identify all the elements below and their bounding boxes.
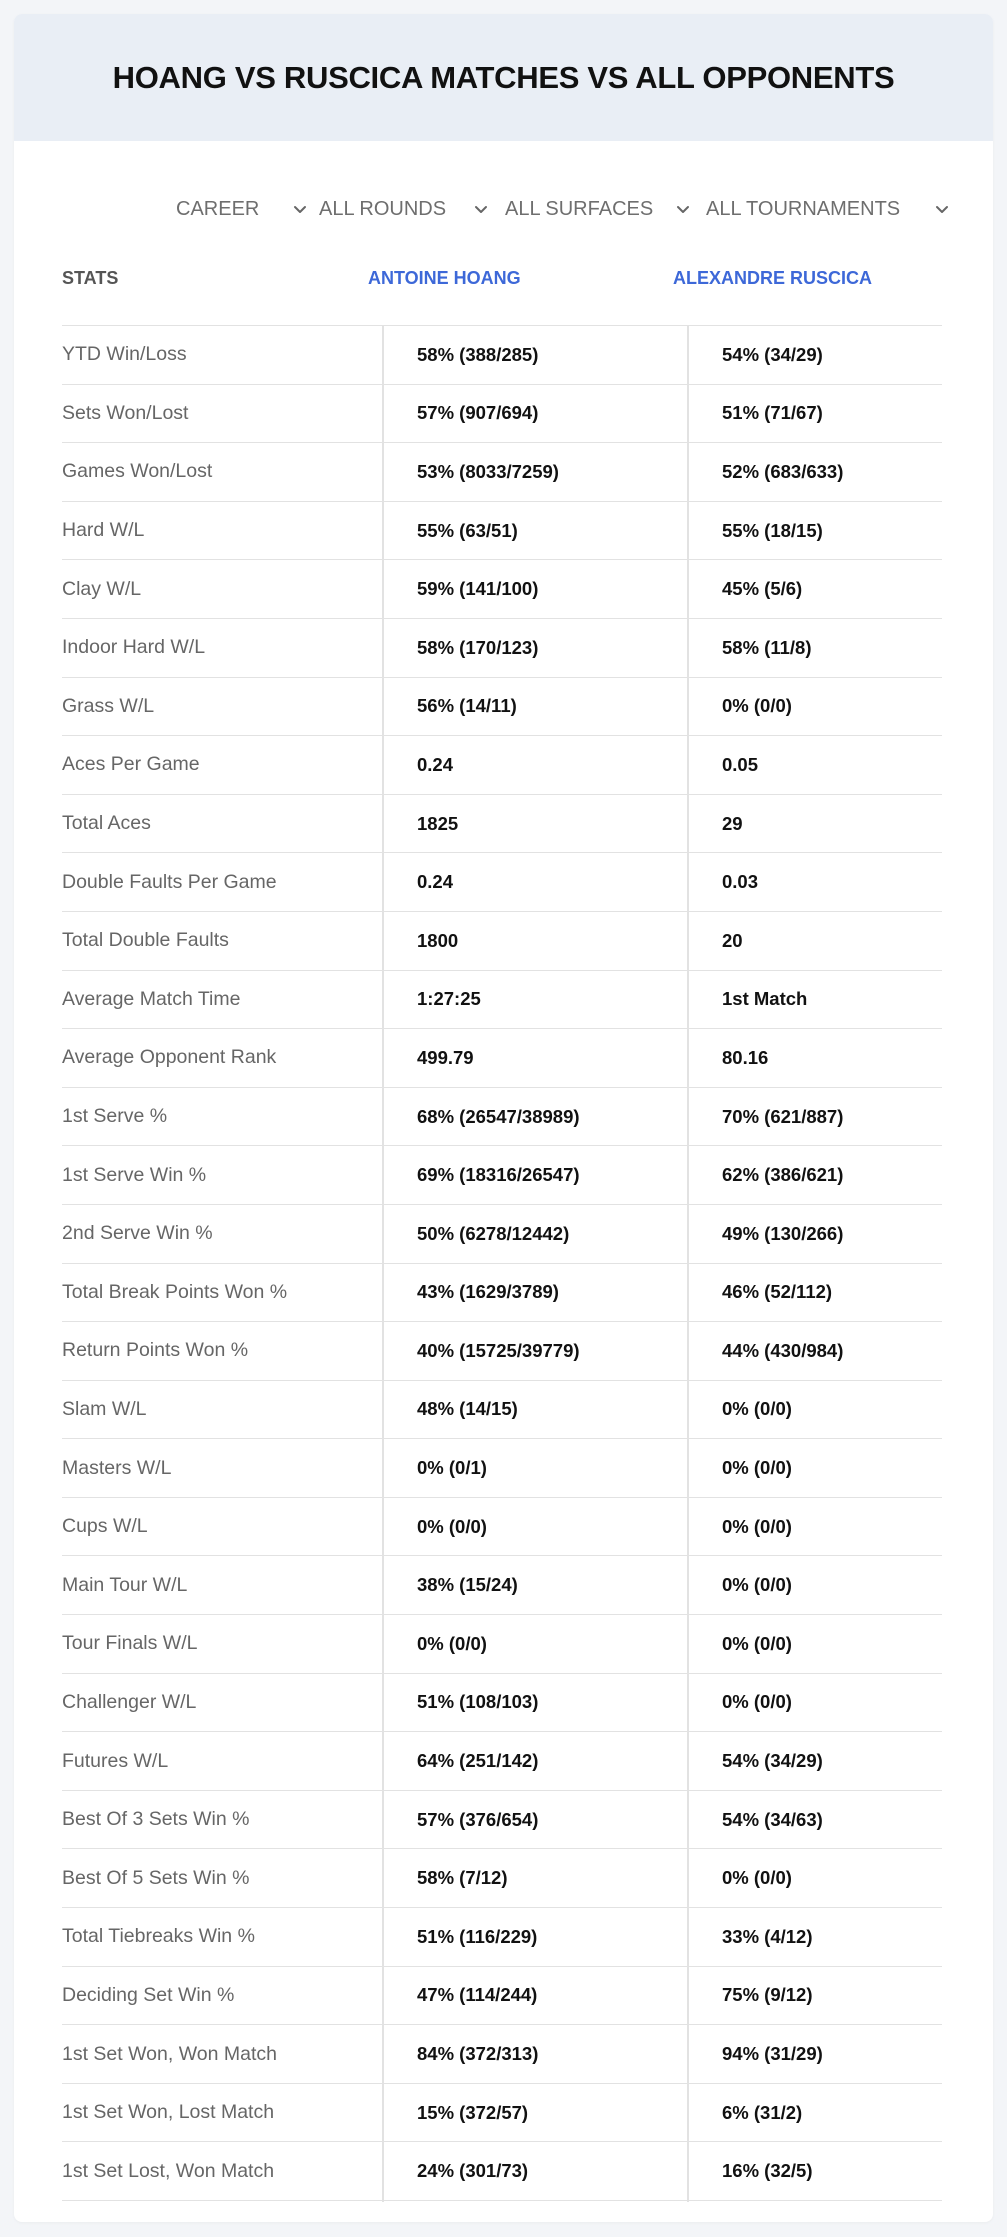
player2-value: 1st Match bbox=[722, 988, 808, 1010]
table-row bbox=[62, 443, 942, 502]
player2-value: 0% (0/0) bbox=[722, 1691, 792, 1713]
player1-value: 57% (376/654) bbox=[417, 1808, 539, 1830]
stat-label: Futures W/L bbox=[62, 1749, 169, 1772]
player1-value: 56% (14/11) bbox=[417, 695, 517, 717]
player1-value: 51% (116/229) bbox=[417, 1925, 538, 1947]
stat-label: Average Match Time bbox=[62, 987, 241, 1010]
player2-value: 0% (0/0) bbox=[722, 1632, 792, 1654]
table-row bbox=[62, 502, 942, 561]
table-row bbox=[62, 560, 942, 619]
table-row bbox=[62, 2025, 942, 2084]
table-row bbox=[62, 1322, 942, 1381]
player1-value: 68% (26547/38989) bbox=[417, 1105, 580, 1127]
player1-value: 0% (0/1) bbox=[417, 1457, 487, 1479]
stat-label: Total Break Points Won % bbox=[62, 1280, 288, 1303]
surfaces-filter-label: ALL SURFACES bbox=[505, 197, 654, 220]
player2-value: 0.03 bbox=[722, 871, 759, 893]
player1-value: 0.24 bbox=[417, 871, 454, 893]
player2-value: 16% (32/5) bbox=[722, 2160, 813, 2182]
stat-label: 1st Set Lost, Won Match bbox=[62, 2159, 275, 2182]
table-row bbox=[62, 1908, 942, 1967]
player2-value: 70% (621/887) bbox=[722, 1105, 844, 1127]
player1-value: 59% (141/100) bbox=[417, 578, 539, 600]
player1-value: 1800 bbox=[417, 929, 459, 951]
player2-value: 29 bbox=[722, 812, 743, 834]
stat-label: Grass W/L bbox=[62, 694, 155, 717]
player1-value: 84% (372/313) bbox=[417, 2043, 539, 2065]
player2-value: 62% (386/621) bbox=[722, 1164, 844, 1186]
career-filter-dropdown[interactable] bbox=[176, 189, 316, 229]
player1-value: 24% (301/73) bbox=[417, 2160, 529, 2182]
table-row bbox=[62, 1381, 942, 1440]
player1-value: 53% (8033/7259) bbox=[417, 460, 559, 482]
rounds-filter-dropdown[interactable] bbox=[319, 189, 499, 229]
player2-value: 6% (31/2) bbox=[722, 2101, 803, 2123]
player2-value: 45% (5/6) bbox=[722, 578, 803, 600]
stat-label: Clay W/L bbox=[62, 577, 142, 600]
stat-label: Games Won/Lost bbox=[62, 460, 213, 483]
player1-value: 1825 bbox=[417, 812, 459, 834]
stat-label: Main Tour W/L bbox=[62, 1573, 188, 1596]
stat-label: Cups W/L bbox=[62, 1515, 148, 1538]
table-row bbox=[62, 736, 942, 795]
table-row bbox=[62, 1791, 942, 1850]
stat-label: Indoor Hard W/L bbox=[62, 636, 206, 659]
player2-value: 55% (18/15) bbox=[722, 519, 823, 541]
card-header bbox=[14, 14, 993, 141]
table-row bbox=[62, 1556, 942, 1615]
table-row bbox=[62, 971, 942, 1030]
table-row bbox=[62, 795, 942, 854]
player1-value: 1:27:25 bbox=[417, 988, 481, 1010]
stat-label: 1st Set Won, Lost Match bbox=[62, 2101, 275, 2124]
table-row bbox=[62, 1615, 942, 1674]
player1-value: 64% (251/142) bbox=[417, 1750, 539, 1772]
stat-label: 1st Set Won, Won Match bbox=[62, 2042, 277, 2065]
chevron-down-icon bbox=[934, 201, 950, 217]
table-row bbox=[62, 1439, 942, 1498]
chevron-down-icon bbox=[292, 201, 308, 217]
table-row bbox=[62, 385, 942, 444]
table-row bbox=[62, 1674, 942, 1733]
player1-value: 15% (372/57) bbox=[417, 2101, 529, 2123]
player1-value: 40% (15725/39779) bbox=[417, 1339, 580, 1361]
chevron-down-icon bbox=[675, 201, 691, 217]
stat-label: 1st Serve Win % bbox=[62, 1163, 207, 1186]
player1-value: 55% (63/51) bbox=[417, 519, 518, 541]
player2-value: 0% (0/0) bbox=[722, 1515, 792, 1537]
table-header bbox=[62, 254, 942, 326]
player1-value: 58% (7/12) bbox=[417, 1867, 508, 1889]
player2-value: 80.16 bbox=[722, 1046, 769, 1068]
stats-card bbox=[14, 14, 993, 2222]
player2-value: 20 bbox=[722, 929, 743, 951]
tournaments-filter-dropdown[interactable] bbox=[706, 189, 956, 229]
stat-label: Average Opponent Rank bbox=[62, 1046, 277, 1069]
table-body bbox=[62, 326, 942, 2201]
player1-value: 0% (0/0) bbox=[417, 1632, 487, 1654]
player2-value: 52% (683/633) bbox=[722, 460, 844, 482]
player2-value: 49% (130/266) bbox=[722, 1222, 844, 1244]
player2-value: 0% (0/0) bbox=[722, 1398, 792, 1420]
table-row bbox=[62, 1732, 942, 1791]
stat-label: Hard W/L bbox=[62, 519, 145, 542]
player2-value: 0% (0/0) bbox=[722, 1867, 792, 1889]
page-title: HOANG VS RUSCICA MATCHES VS ALL OPPONENTS bbox=[112, 59, 895, 95]
player2-column-header[interactable]: ALEXANDRE RUSCICA bbox=[673, 268, 873, 288]
table-row bbox=[62, 1205, 942, 1264]
player2-value: 54% (34/29) bbox=[722, 343, 823, 365]
player2-value: 54% (34/29) bbox=[722, 1750, 823, 1772]
table-row bbox=[62, 1264, 942, 1323]
player2-value: 0% (0/0) bbox=[722, 1574, 792, 1596]
stat-label: Best Of 5 Sets Win % bbox=[62, 1866, 250, 1889]
chevron-down-icon bbox=[473, 201, 489, 217]
table-row bbox=[62, 2142, 942, 2201]
player2-value: 58% (11/8) bbox=[722, 636, 812, 658]
player2-value: 0% (0/0) bbox=[722, 1457, 792, 1479]
player1-value: 69% (18316/26547) bbox=[417, 1164, 580, 1186]
stats-table bbox=[62, 254, 942, 2201]
stat-label: Aces Per Game bbox=[62, 753, 200, 776]
player1-value: 57% (907/694) bbox=[417, 402, 539, 424]
player1-value: 43% (1629/3789) bbox=[417, 1281, 559, 1303]
player2-value: 51% (71/67) bbox=[722, 402, 823, 424]
stat-label: Double Faults Per Game bbox=[62, 870, 277, 893]
player2-value: 46% (52/112) bbox=[722, 1281, 833, 1303]
career-filter-label: CAREER bbox=[176, 197, 260, 220]
player1-value: 50% (6278/12442) bbox=[417, 1222, 570, 1244]
table-row bbox=[62, 1498, 942, 1557]
stat-label: Masters W/L bbox=[62, 1456, 172, 1479]
player1-value: 0% (0/0) bbox=[417, 1515, 487, 1537]
stat-label: Challenger W/L bbox=[62, 1690, 197, 1713]
stat-label: Total Tiebreaks Win % bbox=[62, 1925, 255, 1948]
table-row bbox=[62, 1088, 942, 1147]
filter-bar bbox=[14, 189, 993, 229]
player2-value: 94% (31/29) bbox=[722, 2043, 823, 2065]
rounds-filter-label: ALL ROUNDS bbox=[319, 197, 447, 220]
player1-value: 0.24 bbox=[417, 753, 454, 775]
table-row bbox=[62, 2084, 942, 2143]
table-row bbox=[62, 619, 942, 678]
player1-column-header[interactable]: ANTOINE HOANG bbox=[368, 268, 521, 288]
table-row bbox=[62, 1849, 942, 1908]
tournaments-filter-label: ALL TOURNAMENTS bbox=[706, 197, 901, 220]
stat-label: YTD Win/Loss bbox=[62, 343, 187, 366]
table-row bbox=[62, 678, 942, 737]
table-row bbox=[62, 326, 942, 385]
table-row bbox=[62, 912, 942, 971]
stat-label: Tour Finals W/L bbox=[62, 1632, 198, 1655]
stat-label: Deciding Set Win % bbox=[62, 1983, 235, 2006]
stat-label: Total Double Faults bbox=[62, 929, 229, 952]
stat-label: Total Aces bbox=[62, 812, 151, 835]
stat-label: Sets Won/Lost bbox=[62, 401, 189, 424]
player2-value: 0.05 bbox=[722, 753, 759, 775]
player1-value: 51% (108/103) bbox=[417, 1691, 539, 1713]
player1-value: 499.79 bbox=[417, 1046, 474, 1068]
player2-value: 44% (430/984) bbox=[722, 1339, 844, 1361]
stat-label: Return Points Won % bbox=[62, 1339, 249, 1362]
player1-value: 48% (14/15) bbox=[417, 1398, 518, 1420]
player1-value: 47% (114/244) bbox=[417, 1984, 538, 2006]
table-row bbox=[62, 853, 942, 912]
player1-value: 58% (388/285) bbox=[417, 343, 539, 365]
stat-label: 1st Serve % bbox=[62, 1105, 168, 1128]
player2-value: 0% (0/0) bbox=[722, 695, 792, 717]
player2-value: 75% (9/12) bbox=[722, 1984, 813, 2006]
player1-value: 38% (15/24) bbox=[417, 1574, 518, 1596]
stats-column-header: STATS bbox=[62, 268, 119, 288]
stat-label: Best Of 3 Sets Win % bbox=[62, 1808, 250, 1831]
player2-value: 54% (34/63) bbox=[722, 1808, 823, 1830]
player2-value: 33% (4/12) bbox=[722, 1925, 813, 1947]
table-row bbox=[62, 1146, 942, 1205]
stat-label: Slam W/L bbox=[62, 1397, 147, 1420]
stat-label: 2nd Serve Win % bbox=[62, 1222, 213, 1245]
surfaces-filter-dropdown[interactable] bbox=[505, 189, 705, 229]
table-row bbox=[62, 1967, 942, 2026]
table-row bbox=[62, 1029, 942, 1088]
player1-value: 58% (170/123) bbox=[417, 636, 539, 658]
